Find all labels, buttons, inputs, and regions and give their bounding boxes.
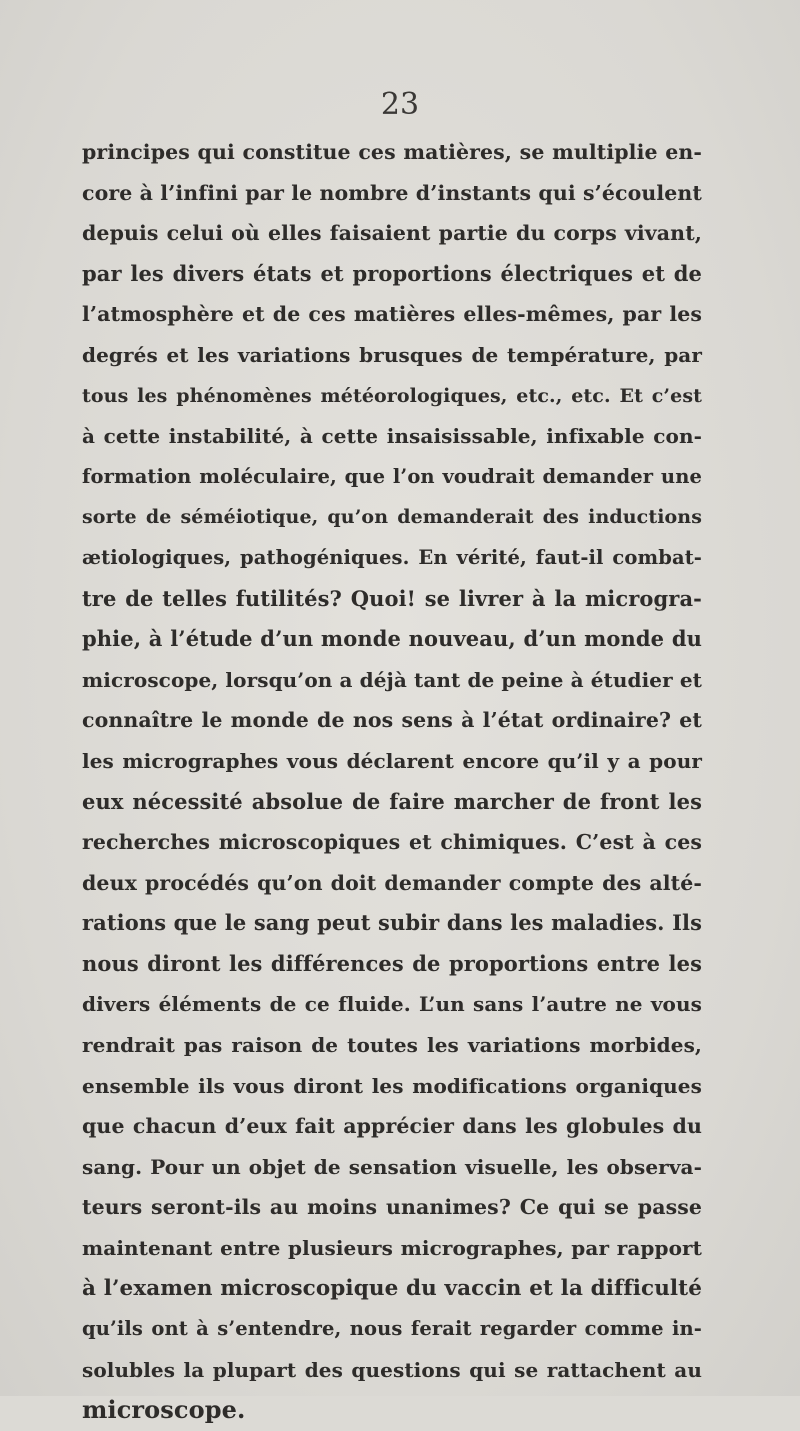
text-line: rendrait pas raison de toutes les variations morbides,: [82, 1033, 702, 1058]
text-line: nous diront les différences de proportions entre les: [82, 950, 702, 976]
text-line: à cette instabilité, à cette insaisissable, infixable con-: [82, 424, 702, 449]
text-line: connaître le monde de nos sens à l’état ordinaire? et: [82, 708, 702, 733]
page-number: 23: [380, 87, 420, 122]
text-line: degrés et les variations brusques de température, par: [82, 342, 702, 367]
text-line: tous les phénomènes météorologiques, etc., etc. Et c’est: [82, 384, 702, 407]
text-line: l’atmosphère et de ces matières elles-mêmes, par les: [82, 302, 702, 327]
text-line: principes qui constitue ces matières, se multiplie en-: [82, 140, 702, 164]
text-line: core à l’infini par le nombre d’instants qui s’écoulent: [82, 180, 702, 205]
body-text: [82, 132, 702, 1431]
text-line: ætiologiques, pathogéniques. En vérité, faut-il combat-: [82, 545, 702, 569]
text-line: solubles la plupart des questions qui se rattachent au: [82, 1357, 702, 1382]
text-line: phie, à l’étude d’un monde nouveau, d’un monde du: [82, 626, 702, 652]
text-line: recherches microscopiques et chimiques. C’est à ces: [82, 830, 702, 855]
text-line: sang. Pour un objet de sensation visuelle, les observa-: [82, 1154, 702, 1179]
text-line: qu’ils ont à s’entendre, nous ferait regarder comme in-: [82, 1317, 702, 1341]
text-line: microscope.: [82, 1395, 246, 1425]
text-line: formation moléculaire, que l’on voudrait demander une: [82, 464, 702, 488]
text-line: à l’examen microscopique du vaccin et la difficulté: [82, 1275, 702, 1301]
text-line: maintenant entre plusieurs micrographes, par rapport: [82, 1236, 702, 1261]
text-line: divers éléments de ce fluide. L’un sans l’autre ne vous: [82, 992, 702, 1017]
text-line: deux procédés qu’on doit demander compte des alté-: [82, 870, 702, 895]
text-line: ensemble ils vous diront les modifications organiques: [82, 1073, 702, 1098]
text-line: microscope, lorsqu’on a déjà tant de peine à étudier et: [82, 667, 702, 692]
text-line: les micrographes vous déclarent encore qu’il y a pour: [82, 748, 702, 773]
text-line: que chacun d’eux fait apprécier dans les globules du: [82, 1114, 702, 1139]
text-line: sorte de séméiotique, qu’on demanderait des inductions: [82, 506, 702, 529]
text-line: par les divers états et proportions électriques et de: [82, 260, 702, 286]
text-line: tre de telles futilités? Quoi! se livrer à la microgra-: [82, 585, 702, 611]
text-line: rations que le sang peut subir dans les maladies. Ils: [82, 910, 702, 936]
text-line: depuis celui où elles faisaient partie du corps vivant,: [82, 221, 702, 246]
text-line: eux nécessité absolue de faire marcher de front les: [82, 788, 702, 814]
text-line: teurs seront-ils au moins unanimes? Ce qui se passe: [82, 1195, 702, 1220]
